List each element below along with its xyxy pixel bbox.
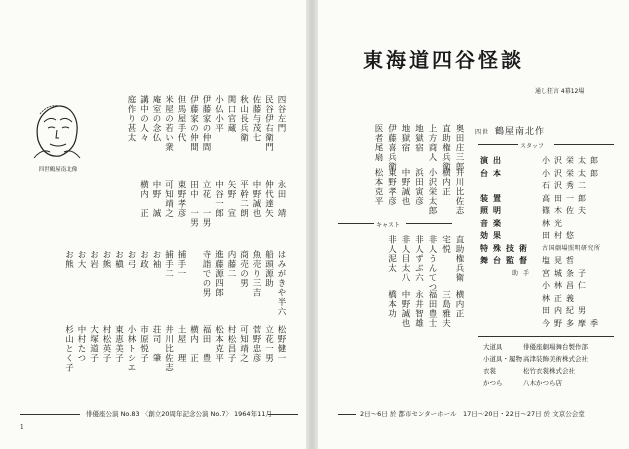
cast-role: 伊藤家の仲間 (188, 95, 199, 152)
staff-role (480, 293, 542, 304)
cast-actor: 可知靖之 (163, 180, 174, 218)
staff-name: 今野多摩季 (542, 318, 602, 328)
cast-actor: 井川比佐志 (163, 325, 174, 373)
author-prefix: 四世 (475, 129, 490, 136)
staff-heading: スタッフ (520, 143, 545, 150)
cast-rule-left (338, 223, 374, 224)
cast-role: 直助権兵衛 (454, 235, 464, 283)
cast-role: 医者尾扇 (373, 124, 383, 162)
cast-actor: 横内正 (440, 168, 451, 197)
footer-rule-left-end (268, 414, 298, 415)
cast-role: 伊藤喜兵衛 (386, 124, 397, 172)
cast-actor: 可知靖之 (238, 325, 249, 363)
author-name: 鶴屋南北作 (495, 127, 546, 137)
staff-name: 小沢栄太郎 (542, 156, 602, 165)
cast-rule-right (406, 223, 452, 224)
cast-actor: 永井智雄 (413, 290, 424, 328)
staff-role (480, 280, 542, 291)
cast-actor: 杉山とく子 (63, 325, 74, 373)
cast-role: 非人目太八 (400, 235, 410, 283)
cast-actor: 中野誠也 (251, 180, 261, 218)
cast-role: 内藤二 (226, 250, 236, 279)
staff-rule-left (478, 144, 518, 145)
staff-role: 舞台監督 (480, 255, 532, 265)
cast-role: 寺詣での男 (201, 250, 211, 298)
cast-actor: 中村たつ (76, 325, 86, 363)
staff-name: 石沢秀二 (542, 181, 590, 190)
cast-role: 佐藤与茂七 (251, 95, 261, 143)
page-number: 1 (20, 424, 24, 431)
production-role: 衣裳 (483, 367, 496, 375)
cast-role: 捕手二 (163, 250, 174, 279)
cast-actor: 東野孝彦 (386, 168, 397, 206)
staff-row (480, 255, 578, 266)
footer-right: 2日〜6日 於 都市センターホール 17日〜20日・22日〜27日 於 文京公会堂 (360, 410, 585, 418)
cast-role: 直助権兵衛 (440, 124, 451, 172)
cast-actor: 松野健一 (276, 325, 286, 363)
cast-role: 関口官蔵 (226, 95, 236, 133)
cast-actor: 中野誠也 (400, 168, 410, 206)
production-role: 小道具・履物 (483, 355, 522, 363)
cast-actor: 仲代達矢 (263, 180, 274, 218)
left-page (0, 0, 306, 449)
cast-heading: キャスト (376, 222, 401, 229)
production-role: 大道具 (483, 343, 503, 351)
play-subtitle: 通し狂言 4幕12場 (535, 88, 585, 95)
cast-actor: 横内 正 (138, 180, 149, 218)
staff-row (480, 318, 602, 329)
cast-actor: 立花 一男 (201, 180, 211, 228)
production-name: 松竹衣裳株式会社 (523, 367, 575, 375)
footer-left: 俳優座公演 No.83 〈創立20周年記念公演 No.7〉 1964年11月 (86, 410, 272, 418)
cast-role: 船頭源助 (263, 250, 274, 288)
cast-actor: 三島雅夫 (440, 290, 451, 328)
production-row (483, 378, 562, 387)
staff-row (480, 230, 578, 241)
cast-actor: 村松昌子 (226, 325, 236, 363)
cast-actor: 田中 一男 (188, 180, 199, 228)
cast-role: 進藤源四郎 (213, 250, 224, 298)
cast-actor: 東野孝彦 (176, 180, 186, 218)
portrait-caption: 四世鶴屋南北像 (38, 167, 78, 173)
staff-name: 古国劇場照明研究所 (542, 244, 601, 252)
play-title: 東海道四谷怪談 (363, 48, 524, 72)
production-row (483, 354, 588, 363)
staff-name: 小林昌仁 (542, 281, 590, 290)
production-role: かつら (483, 379, 503, 387)
staff-name: 小沢栄太郎 (542, 168, 602, 178)
staff-rule-right (554, 144, 614, 145)
cast-actor: 大塚道子 (88, 325, 99, 363)
cast-actor: 中谷一郎 (213, 180, 224, 218)
cast-role: 庵室の念仏 (151, 95, 161, 143)
cast-role: 但馬屋手代 (176, 95, 186, 143)
cast-actor: 村松英子 (101, 325, 111, 363)
cast-actor: 土屋 理 (176, 325, 186, 363)
cast-actor: 小沢栄太郎 (427, 168, 437, 216)
cast-role: お袖 (151, 250, 161, 269)
staff-role: 特殊技術 (480, 242, 532, 253)
cast-role: 非人泥太 (386, 235, 397, 273)
cast-role: 地獄宿 (400, 124, 410, 153)
cast-role: お熊 (63, 250, 74, 269)
cast-actor: 菅野忠彦 (251, 325, 261, 363)
staff-row (480, 268, 590, 279)
production-name: 俳優座劇場舞台製作部 (523, 343, 588, 351)
cast-role: 地獄宿 (413, 124, 424, 153)
staff-name: 田村悠 (542, 231, 578, 240)
staff-row (480, 168, 602, 179)
staff-row (480, 305, 590, 316)
cast-role: 伊藤家の仲間 (201, 95, 211, 152)
cast-actor: 井川比佐志 (454, 168, 464, 216)
cast-role: 非人うんてつ (427, 235, 437, 292)
cast-role: 講中の人々 (138, 95, 149, 143)
cast-role: 米屋の若い衆 (163, 95, 174, 152)
staff-row (480, 243, 601, 254)
cast-actor: 中野誠也 (400, 290, 410, 328)
staff-row (480, 293, 578, 304)
staff-role: 効果 (480, 230, 506, 240)
staff-role: 照明 (480, 205, 506, 215)
production-name: 高津装飾美術株式会社 (523, 355, 588, 363)
author-portrait-image (30, 100, 82, 162)
book-gutter (306, 0, 318, 449)
cast-role: 庭作り甚太 (126, 95, 136, 143)
cast-role: お槇 (113, 250, 124, 269)
cast-actor: 福田豊士 (427, 290, 437, 328)
staff-role (480, 305, 542, 316)
staff-role (480, 180, 542, 191)
footer-rule-right (338, 414, 356, 415)
production-row (483, 366, 575, 375)
staff-role: 装置 (480, 192, 506, 203)
staff-name: 塩見哲 (542, 256, 578, 265)
cast-role: 上方商人 (427, 124, 437, 162)
cast-role: はみがきや半六 (276, 250, 286, 317)
cast-actor: 横内正 (454, 290, 464, 319)
cast-actor: 松本克平 (373, 168, 383, 206)
cast-actor: 市原悦子 (138, 325, 149, 363)
cast-role: 宅悦 (440, 235, 451, 254)
cast-role: 非人ずぶ六 (413, 235, 424, 283)
cast-role: 魚売り三吉 (251, 250, 261, 298)
cast-actor: 橋本功 (386, 290, 397, 319)
production-rule (478, 336, 614, 337)
cast-role: 商売の男 (238, 250, 249, 288)
cast-actor: 平幹二朗 (238, 180, 249, 218)
staff-row (480, 218, 566, 229)
staff-role: 演出 (480, 155, 506, 165)
author-line (475, 124, 545, 137)
cast-actor: 荘司 肇 (151, 325, 161, 363)
staff-name: 篠木佐夫 (542, 206, 590, 215)
cast-role: お大 (76, 250, 86, 269)
staff-row (480, 155, 602, 166)
cast-role: 四谷左門 (276, 95, 286, 133)
cast-role: お岩 (88, 250, 99, 269)
cast-role: お熊 (101, 250, 111, 269)
cast-actor: 小林トシエ (126, 325, 136, 373)
production-row (483, 342, 588, 351)
staff-name: 林正義 (542, 293, 578, 303)
staff-name: 高田一郎 (542, 193, 590, 203)
footer-rule-left (20, 414, 80, 415)
staff-row (480, 193, 590, 204)
cast-role: お弓 (126, 250, 136, 269)
cast-actor: 中野 誠 (151, 180, 161, 218)
cast-actor: 横内 正 (188, 325, 199, 363)
cast-role: 捕手一 (176, 250, 186, 279)
staff-role: 助手 (512, 269, 535, 277)
cast-actor: 福田 豊 (201, 325, 211, 363)
production-name: 八木かつら店 (523, 379, 562, 387)
cast-role: 小仏小平 (213, 95, 224, 133)
staff-name: 田内紀男 (542, 306, 590, 315)
staff-row (480, 205, 590, 216)
cast-role: 奥田庄三郎 (454, 124, 464, 172)
cast-actor: 立花一男 (263, 325, 274, 363)
staff-role: 台本 (480, 167, 506, 178)
staff-name: 宮城条子 (542, 268, 590, 278)
staff-role (480, 318, 542, 329)
cast-actor: 松本克平 (213, 325, 224, 363)
staff-name: 林光 (542, 218, 566, 228)
cast-actor: 東恵美子 (113, 325, 124, 363)
cast-role: 民谷伊右衛門 (263, 95, 274, 152)
cast-actor: 浜田寅彦 (413, 168, 424, 206)
cast-actor: 矢野 宣 (226, 180, 236, 218)
staff-role: 音楽 (480, 217, 506, 228)
staff-row (480, 280, 590, 291)
cast-role: お政 (138, 250, 149, 269)
staff-row (480, 180, 590, 191)
cast-role: 秋山長兵衛 (238, 95, 249, 143)
cast-actor: 永田 靖 (276, 180, 286, 218)
right-page (318, 0, 629, 449)
